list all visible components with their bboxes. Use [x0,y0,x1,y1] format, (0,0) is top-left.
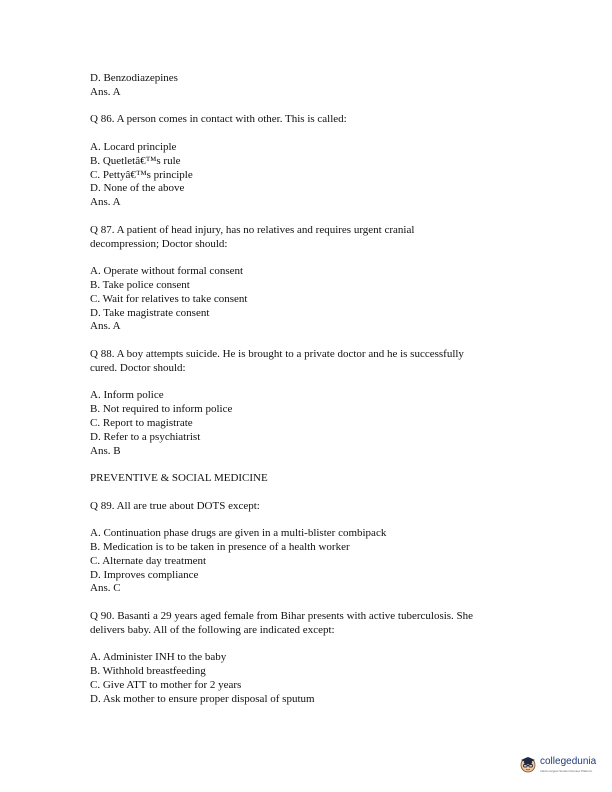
option-line: C. Alternate day treatment [90,554,207,567]
graduate-mascot-icon [518,754,538,774]
question-86 [90,113,530,127]
question-90 [90,610,530,638]
option-line: D. Improves compliance [90,568,199,581]
question-text: Q 89. All are true about DOTS except: [90,499,260,512]
section-heading [90,472,530,486]
option-line: B. Quetletâ€™s rule [90,154,181,167]
option-line: C. Pettyâ€™s principle [90,168,193,181]
option-line: B. Not required to inform police [90,403,233,416]
option-line: D. Benzodiazepines [90,72,178,84]
question-text: delivers baby. All of the following are indicated except: [90,623,335,636]
collegedunia-logo[interactable] [518,754,598,780]
option-line: A. Locard principle [90,140,177,153]
option-line: D. None of the above [90,182,185,195]
answer-line: Ans. C [90,582,121,595]
option-line: D. Refer to a psychiatrist [90,430,201,443]
answer-line: Ans. A [90,85,121,98]
option-line: B. Medication is to be taken in presence of a health worker [90,541,350,554]
question-text: Q 86. A person comes in contact with other. This is called: [90,113,347,126]
logo-tagline: India's largest Student Review Platform [540,769,593,773]
option-line: B. Withhold breastfeeding [90,665,206,678]
answer-block-previous [90,72,530,100]
option-line: A. Continuation phase drugs are given in a multi-blister combipack [90,527,387,540]
question-text: decompression; Doctor should: [90,237,228,250]
option-line: A. Operate without formal consent [90,265,244,278]
question-text: Q 90. Basanti a 29 years aged female from Bihar presents with active tuberculosis. She [90,610,474,623]
answer-line: Ans. B [90,444,121,457]
question-86-options [90,141,530,210]
logo-wordmark: collegedunia [540,756,597,767]
page-content [90,72,530,720]
answer-line: Ans. A [90,320,121,333]
question-88-options [90,389,530,458]
question-89 [90,500,530,514]
question-88 [90,348,530,376]
option-line: C. Wait for relatives to take consent [90,292,248,305]
option-line: C. Report to magistrate [90,416,193,429]
question-87 [90,224,530,252]
option-line: B. Take police consent [90,278,190,291]
answer-line: Ans. A [90,196,121,209]
option-line: D. Ask mother to ensure proper disposal of sputum [90,692,315,705]
question-87-options [90,265,530,334]
question-90-options [90,651,530,706]
question-text: cured. Doctor should: [90,361,186,374]
section-title: PREVENTIVE & SOCIAL MEDICINE [90,472,268,485]
option-line: D. Take magistrate consent [90,306,210,319]
question-89-options [90,527,530,596]
question-text: Q 87. A patient of head injury, has no relatives and requires urgent cranial [90,223,415,236]
option-line: A. Inform police [90,389,164,402]
option-line: A. Administer INH to the baby [90,651,227,664]
option-line: C. Give ATT to mother for 2 years [90,679,242,692]
question-text: Q 88. A boy attempts suicide. He is brought to a private doctor and he is successfully [90,347,464,360]
